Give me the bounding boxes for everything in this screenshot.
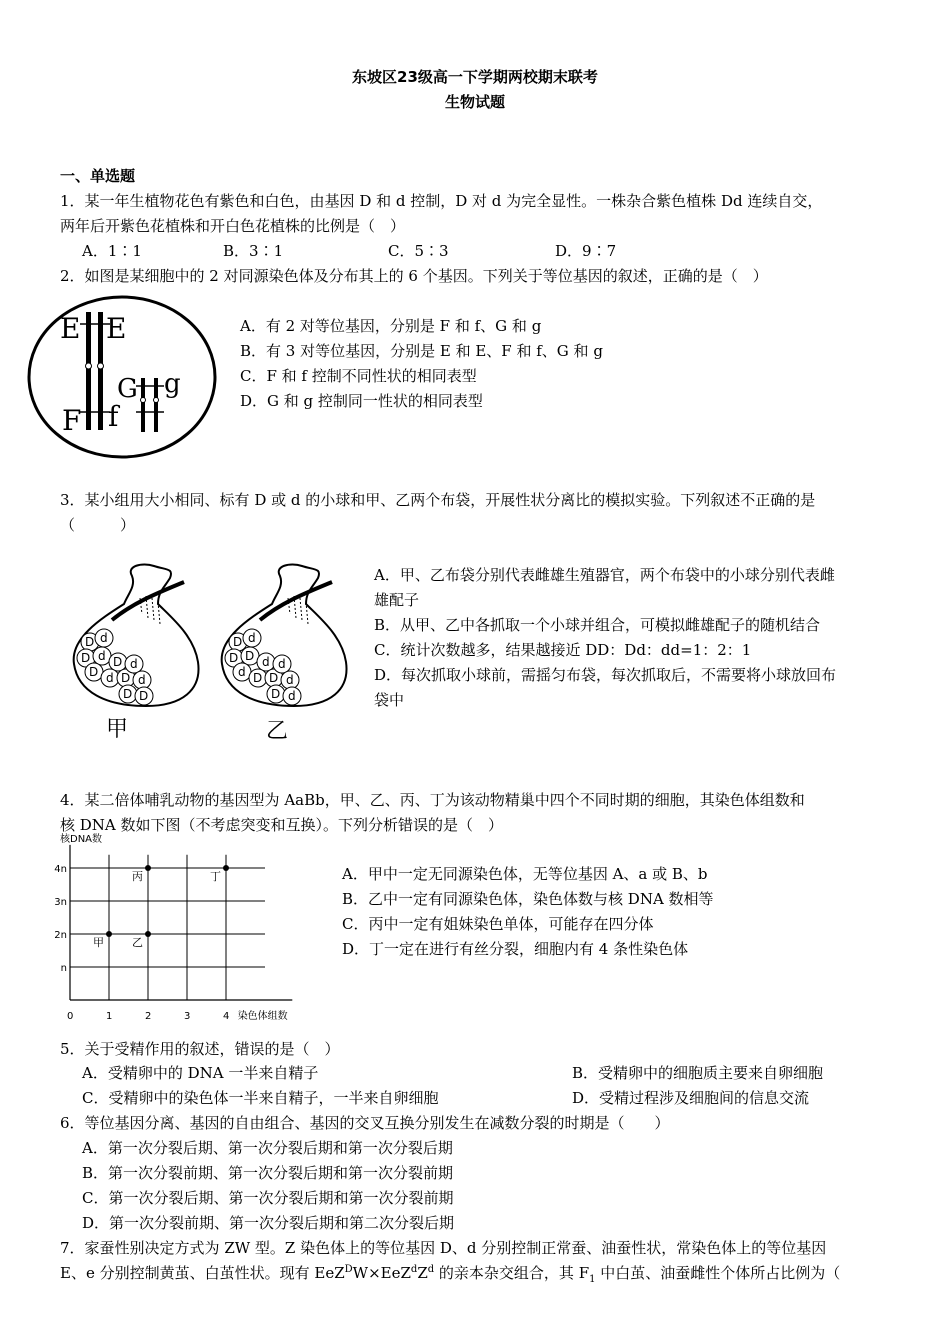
- q5-option-c: C．受精卵中的染色体一半来自精子，一半来自卵细胞: [82, 1089, 439, 1107]
- ball-label: D: [85, 635, 95, 649]
- q7-text-part: E、e 分别控制黄茧、白茧性状。现有 EeZ: [60, 1264, 345, 1282]
- q4-stem-line2: 核 DNA 数如下图（不考虑突变和互换）。下列分析错误的是（ ）: [60, 816, 504, 834]
- y-axis-label: 核DNA数: [60, 833, 103, 845]
- q3-option-b: B．从甲、乙中各抓取一个小球并组合，可模拟雌雄配子的随机结合: [374, 616, 821, 634]
- bag-label-yi: 乙: [266, 719, 289, 744]
- data-point: [223, 865, 229, 871]
- q7-text-part: W×EeZ: [352, 1264, 411, 1282]
- data-point-label: 丁: [210, 870, 221, 883]
- bag-label-jia: 甲: [106, 717, 129, 742]
- gene-label-E1: E: [60, 312, 81, 345]
- ball-label: d: [286, 673, 294, 687]
- y-tick-label: 4n: [54, 864, 67, 875]
- ball-label: d: [288, 689, 296, 703]
- q3-option-c: C．统计次数越多，结果越接近 DD：Dd：dd=1：2：1: [374, 641, 752, 659]
- ball-label: D: [233, 635, 243, 649]
- q6-stem: 6．等位基因分离、基因的自由组合、基因的交叉互换分别发生在减数分裂的时期是（ ）: [60, 1114, 670, 1132]
- y-tick-label: 3n: [54, 897, 67, 908]
- gene-label-G: G: [117, 374, 138, 404]
- ball-label: d: [130, 657, 138, 671]
- q2-option-d: D．G 和 g 控制同一性状的相同表型: [240, 392, 483, 410]
- q7-sub: 1: [589, 1274, 596, 1285]
- q6-option-a: A．第一次分裂后期、第一次分裂后期和第一次分裂后期: [82, 1139, 453, 1157]
- q4-option-a: A．甲中一定无同源染色体，无等位基因 A、a 或 B、b: [342, 865, 708, 883]
- q7-sup: d: [427, 1264, 435, 1275]
- q3-stem-line2: （ ）: [60, 516, 136, 534]
- data-point: [145, 865, 151, 871]
- x-tick-label: 2: [145, 1011, 152, 1022]
- q2-stem: 2．如图是某细胞中的 2 对同源染色体及分布其上的 6 个基因。下列关于等位基因的叙述，正确的是（ ）: [60, 267, 768, 285]
- q5-stem: 5．关于受精作用的叙述，错误的是（ ）: [60, 1040, 340, 1058]
- bag-jia: [74, 564, 199, 742]
- x-tick-label: 3: [184, 1011, 191, 1022]
- q7-stem-line1: 7．家蚕性别决定方式为 ZW 型。Z 染色体上的等位基因 D、d 分别控制正常蚕、油蚕性状，常染色体上的等位基因: [60, 1239, 827, 1257]
- data-point-label: 丙: [132, 870, 143, 883]
- q3-option-d-line2: 袋中: [374, 691, 405, 709]
- q1-option-d: D．9∶7: [555, 242, 617, 260]
- x-tick-label: 4: [223, 1011, 230, 1022]
- q7-sup: D: [344, 1264, 353, 1275]
- x-axis-label: 染色体组数: [237, 1011, 288, 1022]
- section-heading: 一、单选题: [60, 167, 136, 185]
- ball-label: d: [262, 655, 270, 669]
- q2-option-c: C．F 和 f 控制不同性状的相同表型: [240, 367, 477, 385]
- q1-option-b: B．3∶1: [223, 242, 284, 260]
- y-tick-label: 2n: [54, 930, 67, 941]
- ball-label: D: [271, 687, 281, 701]
- gene-label-g: g: [164, 369, 181, 399]
- q2-option-a: A．有 2 对等位基因，分别是 F 和 f、G 和 g: [240, 317, 542, 335]
- q7-text-part: 的亲本杂交组合，其 F: [434, 1264, 590, 1282]
- gene-label-E2: E: [106, 312, 127, 345]
- q6-option-c: C．第一次分裂后期、第一次分裂后期和第一次分裂前期: [82, 1189, 454, 1207]
- data-point-label: 乙: [132, 936, 143, 949]
- data-point: [145, 931, 151, 937]
- exam-title: 东坡区23级高一下学期两校期末联考: [352, 68, 598, 86]
- ball-label: D: [139, 689, 149, 703]
- q1-option-a: A．1∶1: [82, 242, 142, 260]
- ball-label: D: [113, 655, 123, 669]
- ball-label: D: [245, 649, 255, 663]
- dna-chart: [52, 833, 312, 1022]
- q1-option-c: C．5∶3: [388, 242, 449, 260]
- q5-option-a: A．受精卵中的 DNA 一半来自精子: [82, 1064, 319, 1082]
- gene-label-f: f: [108, 400, 119, 433]
- x-tick-label: 0: [67, 1011, 74, 1022]
- ball-label: d: [98, 649, 106, 663]
- x-tick-label: 1: [106, 1011, 113, 1022]
- q3-stem-line1: 3．某小组用大小相同、标有 D 或 d 的小球和甲、乙两个布袋，开展性状分离比的模拟实验。下列叙述不正确的是: [60, 491, 816, 509]
- ball-label: d: [106, 671, 114, 685]
- q2-option-b: B．有 3 对等位基因，分别是 E 和 E、F 和 f、G 和 g: [240, 342, 603, 360]
- q7-text-part: 中白茧、油蚕雌性个体所占比例为（: [595, 1264, 841, 1282]
- q7-stem-line2: [60, 1262, 840, 1285]
- exam-subtitle: 生物试题: [444, 93, 505, 111]
- q3-option-a-line2: 雄配子: [374, 591, 420, 609]
- ball-label: d: [138, 673, 146, 687]
- q1-stem-line1: 1．某一年生植物花色有紫色和白色，由基因 D 和 d 控制，D 对 d 为完全显性。一株杂合紫色植株 Dd 连续自交，: [60, 192, 823, 210]
- data-point: [106, 931, 112, 937]
- q3-option-a-line1: A．甲、乙布袋分别代表雌雄生殖器官，两个布袋中的小球分别代表雌: [374, 566, 835, 584]
- q6-option-b: B．第一次分裂前期、第一次分裂后期和第一次分裂前期: [82, 1164, 454, 1182]
- ball-label: D: [229, 651, 239, 665]
- q5-option-b: B．受精卵中的细胞质主要来自卵细胞: [572, 1064, 824, 1082]
- q4-option-d: D．丁一定在进行有丝分裂，细胞内有 4 条性染色体: [342, 940, 689, 958]
- ball-label: D: [89, 665, 99, 679]
- q3-option-d-line1: D．每次抓取小球前，需摇匀布袋，每次抓取后，不需要将小球放回布: [374, 666, 837, 684]
- chromosome-figure: [26, 294, 218, 460]
- q1-stem-line2: 两年后开紫色花植株和开白色花植株的比例是（ ）: [60, 217, 406, 235]
- ball-label: D: [269, 671, 279, 685]
- y-tick-label: n: [60, 963, 67, 974]
- q5-option-d: D．受精过程涉及细胞间的信息交流: [572, 1089, 810, 1107]
- q7-text-part: Z: [417, 1264, 428, 1282]
- q4-stem-line1: 4．某二倍体哺乳动物的基因型为 AaBb，甲、乙、丙、丁为该动物精巢中四个不同时期的细胞，其染色体组数和: [60, 791, 805, 809]
- ball-label: D: [121, 671, 131, 685]
- q4-option-c: C．丙中一定有姐妹染色单体，可能存在四分体: [342, 915, 654, 933]
- q4-option-b: B．乙中一定有同源染色体，染色体数与核 DNA 数相等: [342, 890, 714, 908]
- ball-label: d: [248, 631, 256, 645]
- ball-label: D: [123, 687, 133, 701]
- ball-label: d: [238, 665, 246, 679]
- ball-label: D: [81, 651, 91, 665]
- q6-option-d: D．第一次分裂前期、第一次分裂后期和第二次分裂后期: [82, 1214, 455, 1232]
- ball-label: d: [278, 657, 286, 671]
- ball-label: d: [100, 631, 108, 645]
- bag-yi: [222, 564, 347, 744]
- q7-sup: d: [410, 1264, 418, 1275]
- bag-figure: [62, 558, 342, 748]
- data-point-label: 甲: [93, 936, 104, 949]
- gene-label-F: F: [62, 404, 82, 437]
- ball-label: D: [253, 671, 263, 685]
